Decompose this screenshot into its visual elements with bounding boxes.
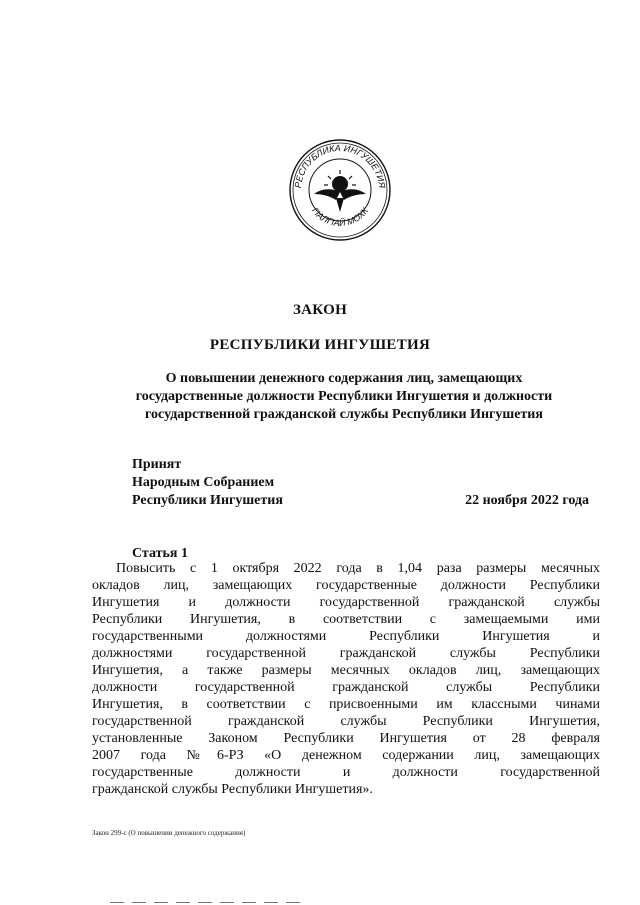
scan-artifact — [110, 902, 300, 903]
document-type: ЗАКОН — [292, 302, 348, 318]
article-line: должностями государственной гражданской службы Республики — [92, 646, 600, 661]
article-line: окладов лиц, замещающих государственные должности Республики — [92, 578, 600, 593]
article-line: Ингушетия, в соответствии с присвоенными им классными чинами — [92, 697, 600, 712]
article-line: Повысить с 1 октября 2022 года в 1,04 раза размеры месячных — [116, 561, 600, 576]
document-subject — [92, 370, 596, 424]
article-line: гражданской службы Республики Ингушетия». — [92, 782, 373, 797]
adopted-line: Народным Собранием — [132, 475, 275, 490]
article-line: государственной гражданской службы Республики Ингушетия, — [92, 714, 600, 729]
sun-icon — [324, 170, 356, 192]
article-body — [92, 560, 600, 798]
article-line: Ингушетия и должности государственной гражданской службы — [92, 595, 600, 610]
article-line: должности государственной гражданской службы Республики — [92, 680, 600, 695]
subject-line: государственной гражданской службы Республики Ингушетия — [145, 407, 543, 422]
article-title: Статья 1 — [132, 546, 188, 561]
document-issuer: РЕСПУБЛИКИ ИНГУШЕТИЯ — [209, 337, 431, 353]
article-line: установленные Законом Республики Ингушетия от 28 февраля — [92, 731, 600, 746]
footer-note: Закон 299-с (О повышении денежного содержания) — [92, 829, 246, 837]
adopted-line: Республики Ингушетия — [132, 493, 283, 508]
adoption-date: 22 ноября 2022 года — [465, 493, 589, 508]
coat-of-arms-seal — [288, 138, 392, 242]
article-line: государственными должностями Республики Ингушетия и — [92, 629, 600, 644]
adopted-block — [132, 456, 283, 510]
eagle-icon — [314, 189, 366, 212]
article-line: 2007 года №6-РЗ «О денежном содержании лиц, замещающих — [92, 748, 600, 763]
subject-line: О повышении денежного содержания лиц, замещающих — [165, 371, 523, 386]
article-line: Республики Ингушетия, в соответствии с замещаемыми ими — [92, 612, 600, 627]
article-line: Ингушетия, а также размеры месячных окладов лиц, замещающих — [92, 663, 600, 678]
seal-bottom-text: ГIАЛГIАЙ МОХК — [309, 205, 371, 229]
subject-line: государственные должности Республики Ингушетия и должности — [135, 389, 553, 404]
article-line: государственные должности и должности государственной — [92, 765, 600, 780]
adopted-line: Принят — [132, 457, 182, 472]
seal-top-text: РЕСПУБЛИКА ИНГУШЕТИЯ — [292, 142, 388, 189]
